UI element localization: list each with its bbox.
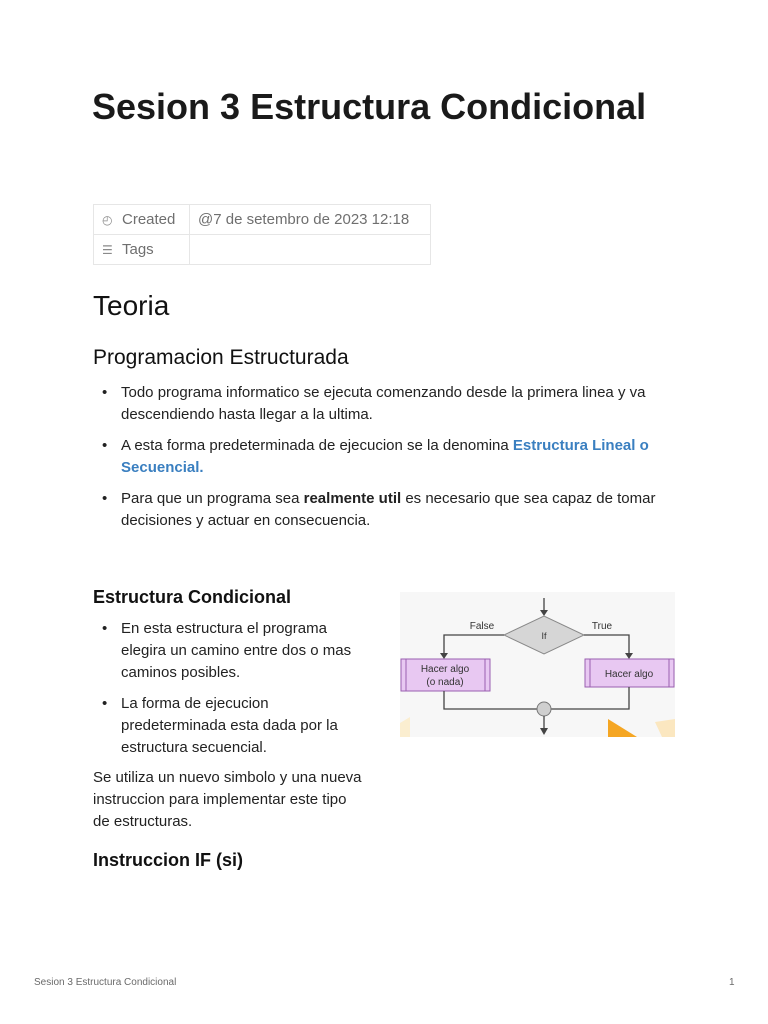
list-item: • En esta estructura el programa elegira un camino entre dos o mas caminos posibles.	[93, 618, 365, 684]
clock-icon: ◴	[102, 213, 113, 227]
heading-programacion-estructurada: Programacion Estructurada	[93, 346, 349, 369]
decision-label: If	[541, 631, 547, 641]
right-box-label: Hacer algo	[604, 669, 654, 680]
list-item: • Todo programa informatico se ejecuta comenzando desde la primera linea y va descendiendo hasta llegar a la ultima.	[93, 382, 673, 426]
list-item: • Para que un programa sea realmente util es necesario que sea capaz de tomar decisiones y actuar en consecuencia.	[93, 488, 673, 532]
footer-page-number: 1	[729, 977, 735, 988]
properties-table	[93, 204, 431, 265]
merge-connector	[537, 702, 551, 716]
condicional-bullet-list	[93, 618, 365, 768]
left-box-label-2: (o nada)	[426, 677, 464, 688]
list-item: • A esta forma predeterminada de ejecucion se la denomina Estructura Lineal o Secuencial.	[93, 435, 673, 479]
property-value-created[interactable]: @7 de setembro de 2023 12:18	[190, 205, 431, 235]
false-label: False	[469, 621, 495, 632]
page-title: Sesion 3 Estructura Condicional	[92, 86, 647, 127]
programacion-bullet-list	[93, 382, 673, 541]
heading-instruccion-if: Instruccion IF (si)	[93, 850, 244, 870]
condicional-paragraph: Se utiliza un nuevo simbolo y una nueva instruccion para implementar este tipo de estructuras.	[93, 769, 362, 830]
property-key: Tags	[122, 241, 154, 258]
property-row-tags	[94, 235, 431, 265]
property-key: Created	[122, 211, 176, 228]
estructura-lineal-link[interactable]: Estructura Lineal o Secuencial	[121, 437, 649, 476]
list-icon: ☰	[102, 243, 113, 257]
flowchart-image	[400, 592, 675, 737]
list-item: • La forma de ejecucion predeterminada esta dada por la estructura secuencial.	[93, 693, 365, 759]
footer-document-title: Sesion 3 Estructura Condicional	[34, 977, 177, 988]
true-label: True	[591, 621, 613, 632]
left-box-label-1: Hacer algo	[420, 664, 470, 675]
property-value-tags[interactable]	[190, 235, 431, 265]
property-row-created	[94, 205, 431, 235]
heading-estructura-condicional: Estructura Condicional	[93, 587, 292, 607]
section-heading-teoria: Teoria	[93, 290, 170, 321]
